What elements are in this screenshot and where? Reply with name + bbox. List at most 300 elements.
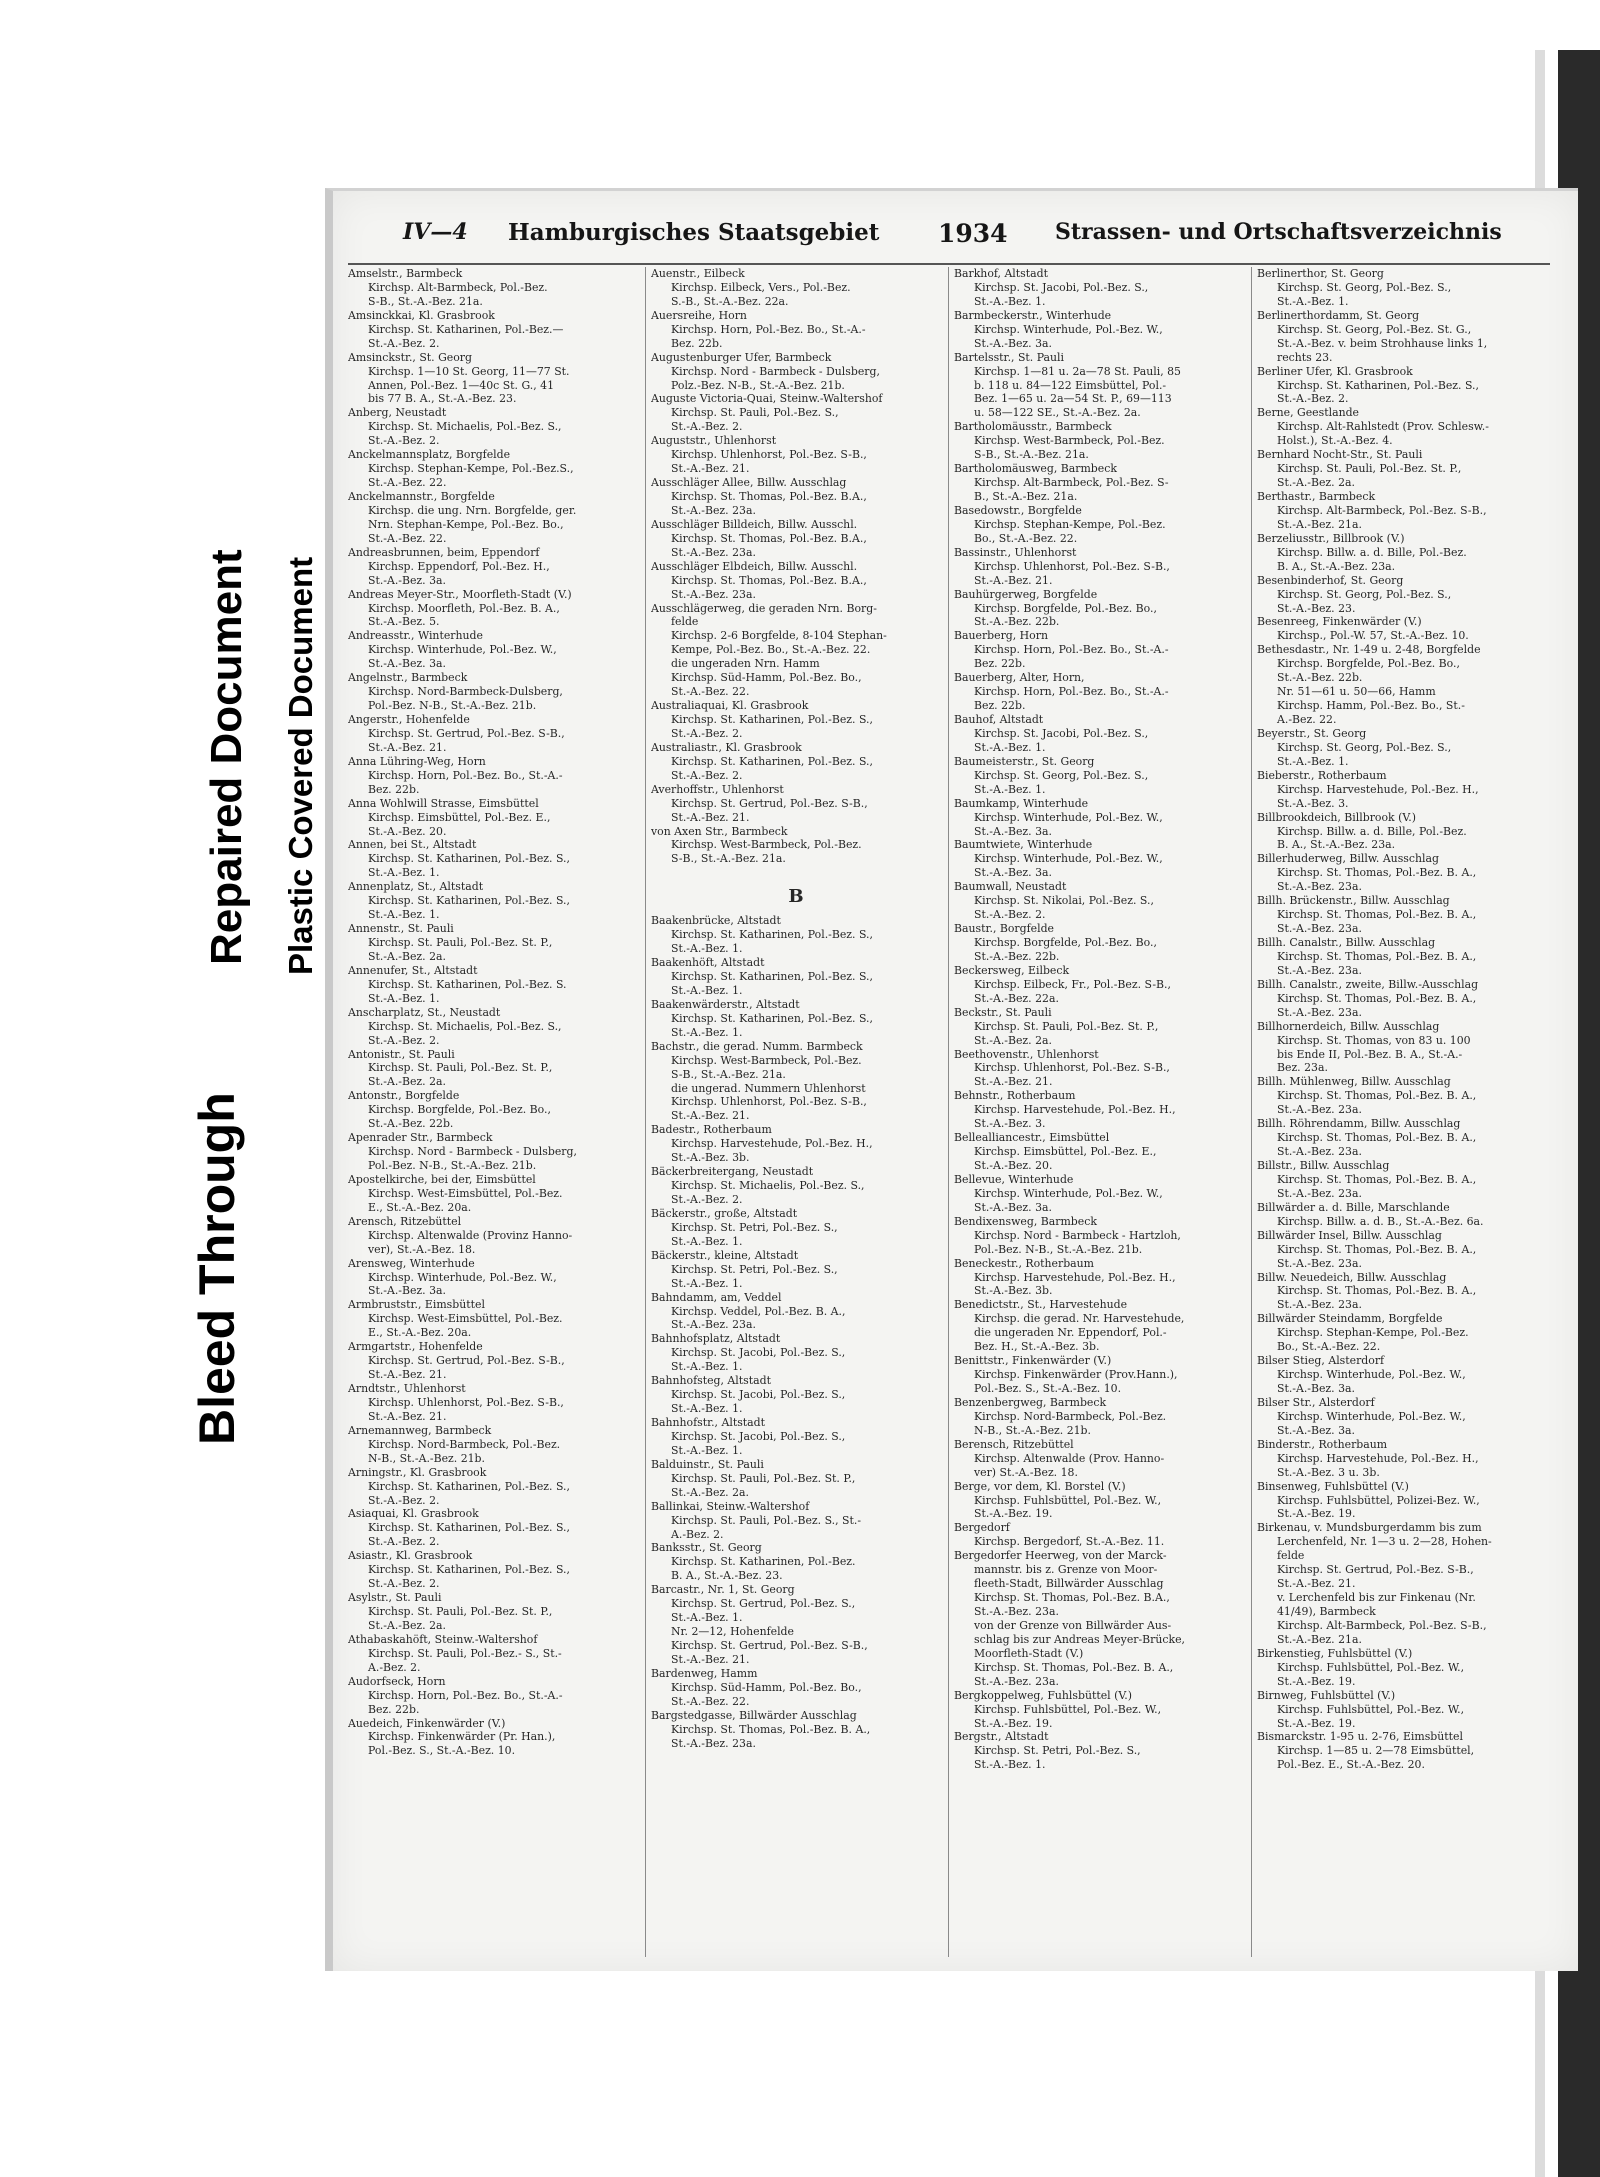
- entry-name: Billh. Brückenstr., Billw. Ausschlag: [1257, 894, 1450, 908]
- entry-name: von Axen Str., Barmbeck: [651, 824, 788, 838]
- entry-detail: Kirchsp. Alt-Barmbeck, Pol.-Bez. S-: [974, 476, 1169, 490]
- entry-detail: Kirchsp. Nord - Barmbeck - Hartzloh,: [974, 1228, 1181, 1242]
- entry-name: Billh. Röhrendamm, Billw. Ausschlag: [1257, 1117, 1461, 1131]
- entry-name: Bahnhofsplatz, Altstadt: [651, 1332, 781, 1346]
- entry-detail: Kirchsp. St. Michaelis, Pol.-Bez. S.,: [368, 1019, 562, 1033]
- entry-detail: Kirchsp. St. Katharinen, Pol.-Bez. S.,: [671, 754, 873, 768]
- entry-name: Bartholomäusweg, Barmbeck: [954, 462, 1117, 476]
- entry-detail: Lerchenfeld, Nr. 1—3 u. 2—28, Hohen-: [1277, 1535, 1492, 1549]
- entry-name: Bäckerstr., kleine, Altstadt: [651, 1248, 799, 1262]
- entry-name: Berensch, Ritzebüttel: [954, 1437, 1074, 1451]
- entry-detail: St.-A.-Bez. 21.: [368, 1409, 447, 1423]
- entry-name: Baumwall, Neustadt: [954, 880, 1067, 894]
- entry-detail: St.-A.-Bez. 3a.: [368, 573, 446, 587]
- entry-name: Bauerberg, Horn: [954, 629, 1048, 643]
- entry-name: Bellevue, Winterhude: [954, 1172, 1074, 1186]
- entry-name: Bergedorfer Heerweg, von der Marck-: [954, 1549, 1167, 1563]
- column-2: [651, 267, 941, 1957]
- entry-detail: Kirchsp. Harvestehude, Pol.-Bez. H.,: [671, 1137, 873, 1151]
- columns: [348, 267, 1560, 1957]
- entry-detail: St.-A.-Bez. 1.: [974, 1758, 1046, 1772]
- entry-name: Berzeliusstr., Billbrook (V.): [1257, 531, 1405, 545]
- entry-detail: Kirchsp. St. Katharinen, Pol.-Bez. S.,: [671, 928, 873, 942]
- page-header: [333, 191, 1578, 263]
- entry-detail: St.-A.-Bez. 2.: [368, 1577, 440, 1591]
- entry-detail: Kirchsp. St. Thomas, Pol.-Bez. B.A.,: [974, 1591, 1170, 1605]
- entry-detail: Kirchsp. St. Michaelis, Pol.-Bez. S.,: [671, 1179, 865, 1193]
- entry-detail: Annen, Pol.-Bez. 1—40c St. G., 41: [368, 378, 555, 392]
- entry-detail: Kirchsp. Winterhude, Pol.-Bez. W.,: [1277, 1409, 1466, 1423]
- entry-detail: Kirchsp. West-Barmbeck, Pol.-Bez.: [671, 1053, 862, 1067]
- note-plastic-covered-document: Plastic Covered Document: [282, 556, 319, 975]
- entry-detail: S-B., St.-A.-Bez. 21a.: [671, 1067, 786, 1081]
- entry-name: Bauerberg, Alter, Horn,: [954, 671, 1085, 685]
- entry-detail: Kirchsp. Finkenwärder (Prov.Hann.),: [974, 1368, 1178, 1382]
- entry-name: Bergedorf: [954, 1521, 1010, 1535]
- entry-detail: St.-A.-Bez. 21.: [368, 740, 447, 754]
- entry-name: Billw. Neuedeich, Billw. Ausschlag: [1257, 1270, 1447, 1284]
- entry-name: Bargstedgasse, Billwärder Ausschlag: [651, 1708, 857, 1722]
- entry-detail: Kirchsp. St. Katharinen, Pol.-Bez. S.,: [671, 713, 873, 726]
- entry-detail: St.-A.-Bez. 1.: [671, 1360, 743, 1374]
- entry-name: Bieberstr., Rotherbaum: [1257, 768, 1387, 782]
- entry-detail: Kirchsp. St. Pauli, Pol.-Bez. St. P.,: [671, 1471, 856, 1485]
- entry-detail: St.-A.-Bez. 23a.: [1277, 1005, 1362, 1019]
- entry-detail: St.-A.-Bez. 22b.: [974, 949, 1060, 963]
- entry-name: Billwärder a. d. Bille, Marschlande: [1257, 1200, 1450, 1214]
- entry-name: Arnemannweg, Barmbeck: [348, 1423, 492, 1437]
- entry-name: Berthastr., Barmbeck: [1257, 490, 1376, 503]
- entry-detail: Kirchsp. Veddel, Pol.-Bez. B. A.,: [671, 1304, 846, 1318]
- entry-detail: St.-A.-Bez. 3a.: [1277, 1382, 1355, 1395]
- entry-name: Andreasstr., Winterhude: [348, 629, 483, 643]
- entry-name: Berlinerthordamm, St. Georg: [1257, 308, 1420, 322]
- entry-detail: Kirchsp. Winterhude, Pol.-Bez. W.,: [1277, 1368, 1466, 1382]
- entry-name: Bahndamm, am, Veddel: [651, 1290, 782, 1304]
- entry-detail: Kirchsp. Stephan-Kempe, Pol.-Bez.: [1277, 1326, 1469, 1340]
- entry-name: Baustr., Borgfelde: [954, 922, 1054, 936]
- entry-detail: Kirchsp. St. Petri, Pol.-Bez. S.,: [974, 1744, 1141, 1758]
- entry-name: Bismarckstr. 1-95 u. 2-76, Eimsbüttel: [1257, 1730, 1463, 1744]
- entry-detail: St.-A.-Bez. 1.: [1277, 754, 1349, 768]
- entry-detail: Kirchsp. Finkenwärder (Pr. Han.),: [368, 1730, 556, 1744]
- entry-detail: Bez. 22b.: [368, 782, 420, 796]
- entry-name: Benittstr., Finkenwärder (V.): [954, 1354, 1112, 1368]
- entry-detail: St.-A.-Bez. 3.: [1277, 796, 1349, 810]
- entry-detail: Kirchsp. Winterhude, Pol.-Bez. W.,: [368, 1270, 557, 1284]
- entry-detail: St.-A.-Bez. 22b.: [974, 615, 1060, 629]
- entry-detail: Kirchsp. St. Georg, Pol.-Bez. S.,: [974, 768, 1149, 782]
- entry-detail: St.-A.-Bez. 2.: [974, 908, 1046, 922]
- entry-detail: Pol.-Bez. S., St.-A.-Bez. 10.: [974, 1382, 1122, 1395]
- entry-detail: St.-A.-Bez. 22b.: [368, 1117, 454, 1131]
- entry-detail: Bez. 22b.: [974, 699, 1026, 713]
- entry-detail: Kirchsp. St. Petri, Pol.-Bez. S.,: [671, 1220, 838, 1234]
- entry-detail: Kirchsp. St. Thomas, Pol.-Bez. B. A.,: [1277, 991, 1477, 1005]
- entry-detail: Holst.), St.-A.-Bez. 4.: [1277, 434, 1393, 448]
- entry-name: Bauhürgerweg, Borgfelde: [954, 587, 1098, 601]
- entry-name: Berne, Geestlande: [1257, 406, 1359, 420]
- entry-detail: Kirchsp. St. Thomas, Pol.-Bez. B.A.,: [671, 573, 867, 587]
- entry-detail: Nr. 2—12, Hohenfelde: [671, 1625, 794, 1639]
- entry-detail: Kirchsp. St. Pauli, Pol.-Bez. St. P.,: [974, 1019, 1159, 1033]
- entry-detail: bis 77 B. A., St.-A.-Bez. 23.: [368, 392, 517, 406]
- entry-name: Ballinkai, Steinw.-Waltershof: [651, 1499, 810, 1513]
- entry-name: Ausschläger Allee, Billw. Ausschlag: [651, 476, 847, 490]
- entry-detail: Kirchsp. St. Thomas, Pol.-Bez. B. A.,: [1277, 1131, 1477, 1145]
- entry-detail: St.-A.-Bez. 23a.: [1277, 1298, 1362, 1312]
- entry-detail: Kirchsp. Fuhlsbüttel, Pol.-Bez. W.,: [974, 1493, 1162, 1507]
- entry-detail: Kirchsp. Süd-Hamm, Pol.-Bez. Bo.,: [671, 1680, 862, 1694]
- entry-name: Bethesdastr., Nr. 1-49 u. 2-48, Borgfelde: [1257, 643, 1481, 657]
- entry-detail: St.-A.-Bez. 21.: [671, 1109, 750, 1123]
- entry-detail: St.-A.-Bez. 22b.: [1277, 671, 1363, 685]
- entry-detail: schlag bis zur Andreas Meyer-Brücke,: [974, 1632, 1185, 1646]
- entry-name: Baakenhöft, Altstadt: [651, 956, 765, 970]
- entry-detail: Kirchsp. die ung. Nrn. Borgfelde, ger.: [368, 503, 577, 517]
- entry-name: Billh. Canalstr., zweite, Billw.-Ausschlag: [1257, 977, 1479, 991]
- entry-detail: St.-A.-Bez. 2.: [368, 1493, 440, 1507]
- entry-name: Bergstr., Altstadt: [954, 1730, 1049, 1744]
- entry-detail: Kirchsp. St. Georg, Pol.-Bez. St. G.,: [1277, 322, 1472, 336]
- entry-detail: Kempe, Pol.-Bez. Bo., St.-A.-Bez. 22.: [671, 643, 871, 657]
- entry-detail: Kirchsp. Alt-Barmbeck, Pol.-Bez.: [368, 280, 548, 294]
- entry-detail: St.-A.-Bez. 23a.: [1277, 1256, 1362, 1270]
- entry-detail: von der Grenze von Billwärder Aus-: [974, 1618, 1172, 1632]
- entry-detail: St.-A.-Bez. 2.: [671, 768, 743, 782]
- entry-detail: St.-A.-Bez. 1.: [974, 740, 1046, 754]
- page-number: IV—4: [403, 219, 468, 245]
- entry-detail: Kirchsp. Harvestehude, Pol.-Bez. H.,: [1277, 1451, 1479, 1465]
- entry-detail: Kirchsp. Harvestehude, Pol.-Bez. H.,: [1277, 782, 1479, 796]
- section-letter: B: [788, 886, 804, 908]
- entry-detail: St.-A.-Bez. 21a.: [1277, 517, 1362, 531]
- entry-name: Badestr., Rotherbaum: [651, 1123, 772, 1137]
- entry-name: Anscharplatz, St., Neustadt: [348, 1005, 501, 1019]
- entry-detail: Kirchsp. Bergedorf, St.-A.-Bez. 11.: [974, 1535, 1165, 1549]
- entry-detail: St.-A.-Bez. 23a.: [1277, 1103, 1362, 1117]
- entry-detail: Pol.-Bez. N-B., St.-A.-Bez. 21b.: [368, 699, 537, 713]
- entry-detail: St.-A.-Bez. 2.: [368, 1033, 440, 1047]
- entry-name: Arndtstr., Uhlenhorst: [348, 1382, 466, 1395]
- entry-detail: A.-Bez. 22.: [1277, 713, 1337, 726]
- entry-detail: Kirchsp. Fuhlsbüttel, Pol.-Bez. W.,: [1277, 1660, 1465, 1674]
- entry-name: Anckelmannsplatz, Borgfelde: [348, 448, 511, 462]
- entry-detail: St.-A.-Bez. 1.: [974, 782, 1046, 796]
- entry-name: Basedowstr., Borgfelde: [954, 503, 1082, 517]
- entry-detail: Kirchsp. St. Jacobi, Pol.-Bez. S.,: [974, 726, 1149, 740]
- entry-detail: Kirchsp. St. Pauli, Pol.-Bez. S.,: [671, 406, 839, 420]
- entry-detail: Kirchsp. Nord - Barmbeck - Dulsberg,: [368, 1145, 577, 1159]
- entry-detail: Kirchsp. Alt-Rahlstedt (Prov. Schlesw.-: [1277, 420, 1489, 434]
- entry-detail: Kirchsp. St. Katharinen, Pol.-Bez. S.,: [368, 1521, 570, 1535]
- entry-name: Besenreeg, Finkenwärder (V.): [1257, 615, 1422, 629]
- entry-name: Annenufer, St., Altstadt: [348, 963, 478, 977]
- entry-name: Anckelmannstr., Borgfelde: [348, 490, 495, 503]
- entry-detail: St.-A.-Bez. 21a.: [1277, 1632, 1362, 1646]
- entry-detail: St.-A.-Bez. 22.: [671, 1694, 750, 1708]
- entry-detail: Kirchsp. St. Pauli, Pol.-Bez. St. P.,: [368, 1605, 553, 1618]
- entry-detail: St.-A.-Bez. 1.: [671, 942, 743, 956]
- entry-name: Beckersweg, Eilbeck: [954, 963, 1070, 977]
- entry-detail: St.-A.-Bez. 23a.: [1277, 922, 1362, 936]
- entry-detail: St.-A.-Bez. 23a.: [1277, 1145, 1362, 1159]
- entry-name: Bilser Stieg, Alsterdorf: [1257, 1354, 1385, 1368]
- entry-detail: rechts 23.: [1277, 350, 1333, 364]
- entry-detail: St.-A.-Bez. 23a.: [671, 1736, 756, 1750]
- entry-detail: Pol.-Bez. N-B., St.-A.-Bez. 21b.: [974, 1242, 1143, 1256]
- entry-detail: St.-A.-Bez. 2.: [368, 336, 440, 350]
- entry-detail: St.-A.-Bez. 20.: [974, 1159, 1053, 1172]
- entry-detail: B. A., St.-A.-Bez. 23.: [671, 1569, 783, 1583]
- entry-detail: Kirchsp. Eilbeck, Vers., Pol.-Bez.: [671, 280, 851, 294]
- entry-name: Benzenbergweg, Barmbeck: [954, 1395, 1107, 1409]
- entry-detail: v. Lerchenfeld bis zur Finkenau (Nr.: [1277, 1591, 1476, 1605]
- entry-name: Ausschläger Elbdeich, Billw. Ausschl.: [651, 559, 858, 573]
- entry-detail: St.-A.-Bez. 23a.: [974, 1674, 1059, 1688]
- entry-detail: Kirchsp. 2-6 Borgfelde, 8-104 Stephan-: [671, 629, 887, 643]
- entry-name: Antonstr., Borgfelde: [348, 1089, 460, 1103]
- entry-detail: Kirchsp. Fuhlsbüttel, Pol.-Bez. W.,: [1277, 1702, 1465, 1716]
- entry-detail: St.-A.-Bez. 1.: [671, 983, 743, 997]
- entry-detail: Kirchsp. St. Jacobi, Pol.-Bez. S.,: [671, 1388, 846, 1402]
- entry-name: Bilser Str., Alsterdorf: [1257, 1395, 1375, 1409]
- entry-detail: Kirchsp. St. Michaelis, Pol.-Bez. S.,: [368, 420, 562, 434]
- entry-detail: Kirchsp. Altenwalde (Provinz Hanno-: [368, 1228, 573, 1242]
- entry-name: Benedictstr., St., Harvestehude: [954, 1298, 1128, 1312]
- entry-detail: S-B., St.-A.-Bez. 21a.: [671, 852, 786, 866]
- entry-name: Annenplatz, St., Altstadt: [348, 880, 484, 894]
- entry-detail: Kirchsp. Uhlenhorst, Pol.-Bez. S-B.,: [974, 559, 1170, 573]
- entry-detail: Kirchsp. St. Thomas, Pol.-Bez. B. A.,: [1277, 1284, 1477, 1298]
- column-divider: [645, 267, 646, 1957]
- entry-detail: Kirchsp. Alt-Barmbeck, Pol.-Bez. S-B.,: [1277, 1618, 1487, 1632]
- entry-detail: B., St.-A.-Bez. 21a.: [974, 490, 1078, 503]
- entry-name: Baumtwiete, Winterhude: [954, 838, 1093, 852]
- entry-detail: Pol.-Bez. N-B., St.-A.-Bez. 21b.: [368, 1159, 537, 1172]
- entry-detail: Kirchsp. Billw. a. d. Bille, Pol.-Bez.: [1277, 824, 1467, 838]
- note-bleed-through: Bleed Through: [189, 1092, 245, 1445]
- entry-detail: die ungeraden Nr. Eppendorf, Pol.-: [974, 1326, 1167, 1340]
- entry-detail: St.-A.-Bez. 1.: [368, 866, 440, 880]
- entry-detail: Kirchsp. Alt-Barmbeck, Pol.-Bez. S-B.,: [1277, 503, 1487, 517]
- entry-detail: Kirchsp. Eilbeck, Fr., Pol.-Bez. S-B.,: [974, 977, 1171, 991]
- entry-detail: Kirchsp. St. Thomas, von 83 u. 100: [1277, 1033, 1471, 1047]
- entry-detail: Kirchsp. West-Eimsbüttel, Pol.-Bez.: [368, 1312, 563, 1326]
- entry-detail: Kirchsp. West-Barmbeck, Pol.-Bez.: [974, 434, 1165, 448]
- entry-detail: St.-A.-Bez. 19.: [974, 1716, 1053, 1730]
- entry-detail: Kirchsp. St. Thomas, Pol.-Bez. B. A.,: [671, 1722, 871, 1736]
- entry-detail: St.-A.-Bez. 1.: [368, 991, 440, 1005]
- entry-detail: Kirchsp. Stephan-Kempe, Pol.-Bez.: [974, 517, 1166, 531]
- entry-detail: Kirchsp. Nord-Barmbeck, Pol.-Bez.: [368, 1437, 561, 1451]
- entry-name: Auguststr., Uhlenhorst: [651, 434, 777, 448]
- note-repaired-document: Repaired Document: [202, 549, 251, 965]
- entry-detail: mannstr. bis z. Grenze von Moor-: [974, 1563, 1158, 1577]
- entry-name: Birkenstieg, Fuhlsbüttel (V.): [1257, 1646, 1413, 1660]
- entry-detail: St.-A.-Bez. 2.: [671, 726, 743, 740]
- entry-detail: Kirchsp. Horn, Pol.-Bez. Bo., St.-A.-: [974, 685, 1169, 699]
- entry-name: Auguste Victoria-Quai, Steinw.-Waltershof: [651, 392, 883, 406]
- entry-detail: St.-A.-Bez. 22a.: [974, 991, 1059, 1005]
- entry-detail: Bo., St.-A.-Bez. 22.: [1277, 1340, 1381, 1354]
- entry-detail: Kirchsp. 1—85 u. 2—78 Eimsbüttel,: [1277, 1744, 1475, 1758]
- entry-detail: Kirchsp. St. Thomas, Pol.-Bez. B. A.,: [974, 1660, 1174, 1674]
- entry-detail: Pol.-Bez. E., St.-A.-Bez. 20.: [1277, 1758, 1425, 1772]
- entry-detail: St.-A.-Bez. 20.: [368, 824, 447, 838]
- entry-detail: B. A., St.-A.-Bez. 23a.: [1277, 838, 1396, 852]
- entry-name: Apostelkirche, bei der, Eimsbüttel: [348, 1172, 536, 1186]
- entry-detail: St.-A.-Bez. 3a.: [368, 657, 446, 671]
- entry-detail: felde: [671, 615, 699, 629]
- entry-detail: Kirchsp. St. Georg, Pol.-Bez. S.,: [1277, 740, 1452, 754]
- entry-detail: ver), St.-A.-Bez. 18.: [368, 1242, 476, 1256]
- entry-detail: Kirchsp. Eppendorf, Pol.-Bez. H.,: [368, 559, 550, 573]
- entry-detail: Kirchsp. Winterhude, Pol.-Bez. W.,: [368, 643, 557, 657]
- entry-detail: St.-A.-Bez. 2a.: [368, 1075, 446, 1089]
- entry-detail: Kirchsp. Moorfleth, Pol.-Bez. B. A.,: [368, 601, 560, 615]
- entry-detail: St.-A.-Bez. 1.: [671, 1402, 743, 1416]
- entry-detail: St.-A.-Bez. 2.: [368, 434, 440, 448]
- entry-detail: St.-A.-Bez. 21.: [974, 1075, 1053, 1089]
- entry-detail: Kirchsp. Nord-Barmbeck, Pol.-Bez.: [974, 1409, 1167, 1423]
- entry-detail: Kirchsp. Horn, Pol.-Bez. Bo., St.-A.-: [368, 768, 563, 782]
- entry-name: Arensweg, Winterhude: [348, 1256, 475, 1270]
- entry-detail: St.-A.-Bez. 3a.: [974, 336, 1052, 350]
- entry-detail: St.-A.-Bez. 2.: [671, 420, 743, 434]
- entry-name: Ausschlägerweg, die geraden Nrn. Borg-: [651, 601, 877, 615]
- entry-detail: Kirchsp. St. Jacobi, Pol.-Bez. S.,: [671, 1346, 846, 1360]
- entry-detail: St.-A.-Bez. 3b.: [671, 1151, 750, 1165]
- entry-detail: St.-A.-Bez. 19.: [1277, 1507, 1356, 1521]
- entry-detail: Bez. 22b.: [368, 1702, 420, 1716]
- entry-name: Annen, bei St., Altstadt: [348, 838, 477, 852]
- entry-detail: Kirchsp. Uhlenhorst, Pol.-Bez. S-B.,: [671, 448, 867, 462]
- entry-detail: Kirchsp. Harvestehude, Pol.-Bez. H.,: [974, 1103, 1176, 1117]
- entry-detail: Bez. H., St.-A.-Bez. 3b.: [974, 1340, 1100, 1354]
- entry-detail: Kirchsp. Nord - Barmbeck - Dulsberg,: [671, 364, 880, 378]
- column-divider: [1251, 267, 1252, 1957]
- entry-detail: St.-A.-Bez. 3a.: [974, 866, 1052, 880]
- entry-name: Annenstr., St. Pauli: [348, 922, 454, 936]
- entry-name: Billhornerdeich, Billw. Ausschlag: [1257, 1019, 1440, 1033]
- entry-detail: Kirchsp. Billw. a. d. Bille, Pol.-Bez.: [1277, 545, 1467, 559]
- entry-detail: St.-A.-Bez. 1.: [671, 1611, 743, 1625]
- entry-detail: b. 118 u. 84—122 Eimsbüttel, Pol.-: [974, 378, 1167, 392]
- entry-detail: St.-A.-Bez. 5.: [368, 615, 440, 629]
- entry-detail: Kirchsp. West-Eimsbüttel, Pol.-Bez.: [368, 1186, 563, 1200]
- entry-detail: St.-A.-Bez. 2a.: [368, 949, 446, 963]
- entry-name: Bahnhofstr., Altstadt: [651, 1416, 766, 1429]
- entry-detail: Kirchsp. Stephan-Kempe, Pol.-Bez.S.,: [368, 462, 574, 476]
- entry-detail: 41/49), Barmbeck: [1277, 1605, 1376, 1618]
- entry-detail: N-B., St.-A.-Bez. 21b.: [368, 1451, 485, 1465]
- entry-name: Anna Lühring-Weg, Horn: [348, 754, 486, 768]
- entry-detail: Kirchsp. Eimsbüttel, Pol.-Bez. E.,: [368, 810, 551, 824]
- entry-detail: Kirchsp. Süd-Hamm, Pol.-Bez. Bo.,: [671, 671, 862, 685]
- entry-detail: St.-A.-Bez. 3.: [974, 1117, 1046, 1131]
- entry-detail: St.-A.-Bez. 3a.: [974, 1200, 1052, 1214]
- entry-name: Auersreihe, Horn: [651, 308, 747, 322]
- entry-name: Bahnhofsteg, Altstadt: [651, 1374, 771, 1388]
- entry-detail: St.-A.-Bez. 23a.: [671, 1318, 756, 1332]
- entry-name: Angelnstr., Barmbeck: [348, 671, 468, 685]
- entry-detail: St.-A.-Bez. 1.: [671, 1443, 743, 1457]
- entry-detail: Kirchsp. St. Thomas, Pol.-Bez. B. A.,: [1277, 908, 1477, 922]
- entry-detail: Kirchsp. St. Katharinen, Pol.-Bez.: [671, 1555, 856, 1569]
- entry-name: Bartholomäusstr., Barmbeck: [954, 420, 1112, 434]
- entry-detail: felde: [1277, 1549, 1305, 1563]
- entry-detail: Kirchsp. St. Thomas, Pol.-Bez. B. A.,: [1277, 866, 1477, 880]
- entry-detail: Kirchsp. West-Barmbeck, Pol.-Bez.: [671, 838, 862, 852]
- entry-detail: Kirchsp. Borgfelde, Pol.-Bez. Bo.,: [1277, 657, 1460, 671]
- entry-name: Billbrookdeich, Billbrook (V.): [1257, 810, 1417, 824]
- entry-name: Bassinstr., Uhlenhorst: [954, 545, 1077, 559]
- entry-detail: Moorfleth-Stadt (V.): [974, 1646, 1084, 1660]
- entry-name: Australiastr., Kl. Grasbrook: [651, 740, 802, 754]
- entry-name: Bauhof, Altstadt: [954, 713, 1044, 726]
- entry-detail: die ungerad. Nummern Uhlenhorst: [671, 1081, 866, 1095]
- entry-name: Athabaskahöft, Steinw.-Waltershof: [348, 1632, 538, 1646]
- entry-detail: St.-A.-Bez. 2.: [1277, 392, 1349, 406]
- entry-name: Beckstr., St. Pauli: [954, 1005, 1052, 1019]
- entry-detail: Kirchsp. St. Katharinen, Pol.-Bez.—: [368, 322, 564, 336]
- entry-detail: St.-A.-Bez. 23.: [1277, 601, 1356, 615]
- entry-detail: die ungeraden Nrn. Hamm: [671, 657, 820, 671]
- entry-detail: Polz.-Bez. N-B., St.-A.-Bez. 21b.: [671, 378, 845, 392]
- entry-detail: A.-Bez. 2.: [671, 1527, 724, 1541]
- entry-detail: Kirchsp. St. Katharinen, Pol.-Bez. S.: [368, 977, 567, 991]
- entry-detail: St.-A.-Bez. 1.: [671, 1276, 743, 1290]
- entry-name: Andreasbrunnen, beim, Eppendorf: [348, 545, 540, 559]
- entry-detail: Kirchsp. St. Gertrud, Pol.-Bez. S-B.,: [671, 796, 868, 810]
- entry-name: Besenbinderhof, St. Georg: [1257, 573, 1404, 587]
- entry-detail: St.-A.-Bez. 21.: [1277, 1577, 1356, 1591]
- entry-detail: Kirchsp. St. Thomas, Pol.-Bez. B. A.,: [1277, 1172, 1477, 1186]
- entry-detail: Kirchsp. St. Katharinen, Pol.-Bez. S.,: [671, 970, 873, 983]
- entry-name: Bergkoppelweg, Fuhlsbüttel (V.): [954, 1688, 1133, 1702]
- entry-detail: fleeth-Stadt, Billwärder Ausschlag: [974, 1577, 1164, 1591]
- entry-detail: Kirchsp. St. Georg, Pol.-Bez. S.,: [1277, 587, 1452, 601]
- entry-name: Billh. Canalstr., Billw. Ausschlag: [1257, 936, 1436, 949]
- entry-detail: Kirchsp. Horn, Pol.-Bez. Bo., St.-A.-: [671, 322, 866, 336]
- entry-detail: St.-A.-Bez. 23a.: [671, 503, 756, 517]
- entry-name: Balduinstr., St. Pauli: [651, 1457, 764, 1471]
- entry-detail: Kirchsp. Borgfelde, Pol.-Bez. Bo.,: [368, 1103, 551, 1117]
- entry-name: Billerhuderweg, Billw. Ausschlag: [1257, 852, 1439, 866]
- entry-detail: S.-B., St.-A.-Bez. 22a.: [671, 294, 789, 308]
- entry-name: Baakenbrücke, Altstadt: [651, 914, 781, 928]
- entry-name: Barkhof, Altstadt: [954, 267, 1048, 280]
- entry-detail: St.-A.-Bez. 1.: [1277, 294, 1349, 308]
- entry-detail: Kirchsp. Altenwalde (Prov. Hanno-: [974, 1451, 1165, 1465]
- entry-detail: u. 58—122 SE., St.-A.-Bez. 2a.: [974, 406, 1141, 420]
- entry-detail: Kirchsp. Hamm, Pol.-Bez. Bo., St.-: [1277, 699, 1465, 713]
- entry-detail: St.-A.-Bez. 21.: [671, 1652, 750, 1666]
- entry-name: Augustenburger Ufer, Barmbeck: [651, 350, 832, 364]
- entry-detail: St.-A.-Bez. 2a.: [974, 1033, 1052, 1047]
- entry-detail: Kirchsp. St. Nikolai, Pol.-Bez. S.,: [974, 894, 1154, 908]
- entry-detail: S-B., St.-A.-Bez. 21a.: [368, 294, 483, 308]
- entry-detail: Kirchsp. Winterhude, Pol.-Bez. W.,: [974, 810, 1163, 824]
- entry-detail: Kirchsp. St. Katharinen, Pol.-Bez. S.,: [671, 1011, 873, 1025]
- entry-detail: Kirchsp. St. Katharinen, Pol.-Bez. S.,: [368, 1563, 570, 1577]
- entry-detail: St.-A.-Bez. v. beim Strohhause links 1,: [1277, 336, 1488, 350]
- entry-detail: Kirchsp. Borgfelde, Pol.-Bez. Bo.,: [974, 936, 1157, 949]
- entry-detail: Bez. 1—65 u. 2a—54 St. P., 69—113: [974, 392, 1172, 406]
- entry-name: Amsinckstr., St. Georg: [348, 350, 472, 364]
- entry-detail: Kirchsp. Billw. a. d. B., St.-A.-Bez. 6a.: [1277, 1214, 1484, 1228]
